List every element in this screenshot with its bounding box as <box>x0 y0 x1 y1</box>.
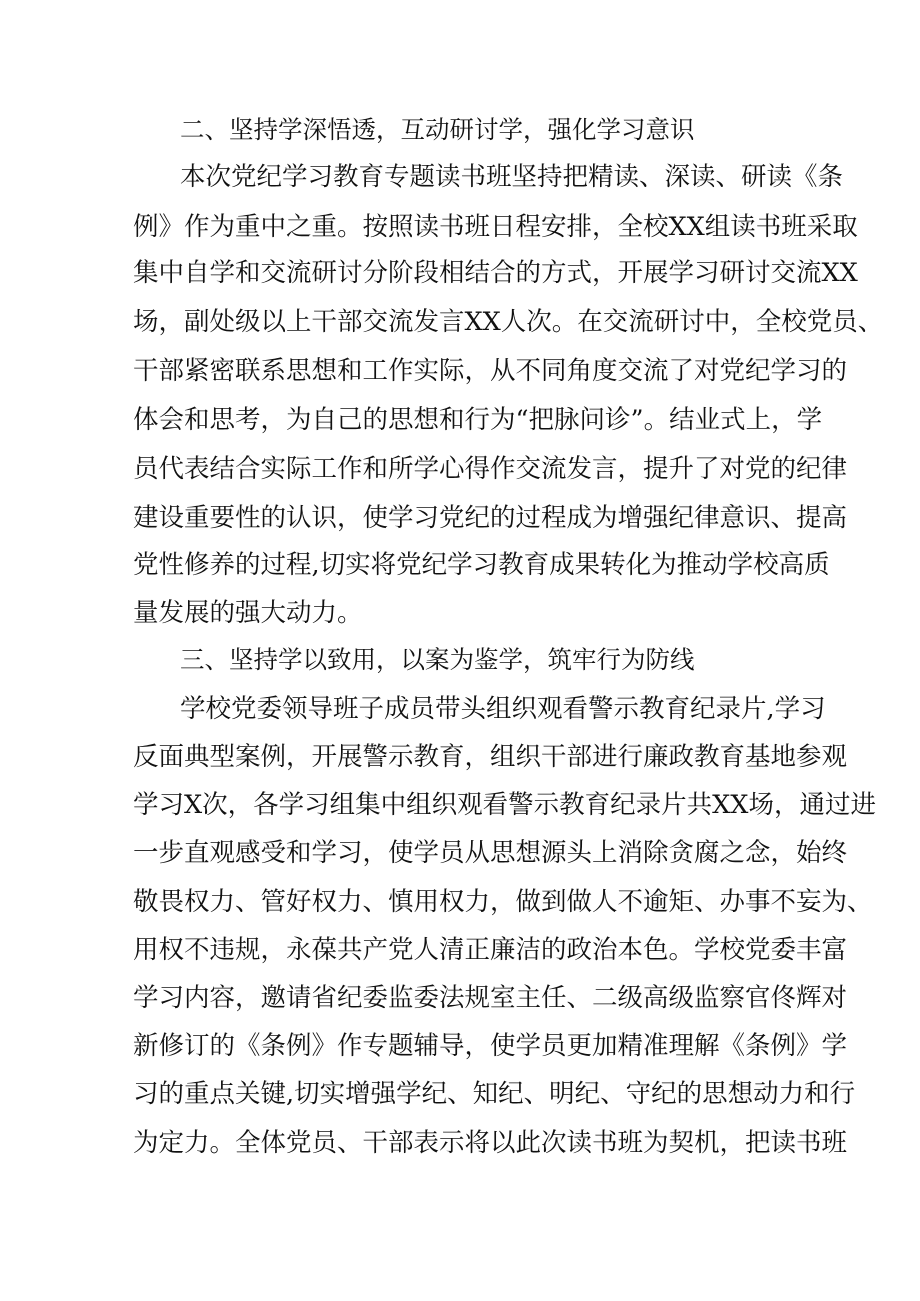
paragraph-line: 体会和思考，为自己的思想和行为“把脉问诊”。结业式上，学 <box>133 405 823 435</box>
paragraph-line: 习的重点关键,切实增强学纪、知纪、明纪、守纪的思想动力和行 <box>133 1079 856 1109</box>
paragraph-line: 集中自学和交流研讨分阶段相结合的方式，开展学习研讨交流XX <box>133 258 858 288</box>
paragraph-line: 量发展的强大动力。 <box>133 598 363 628</box>
paragraph-line: 反面典型案例，开展警示教育，组织干部进行廉政教育基地参观 <box>133 742 848 772</box>
section-heading-3: 三、坚持学以致用，以案为鉴学，筑牢行为防线 <box>180 645 695 674</box>
paragraph-line: 一步直观感受和学习，使学员从思想源头上消除贪腐之念，始终 <box>133 838 848 868</box>
section-heading-2: 二、坚持学深悟透，互动研讨学，强化学习意识 <box>180 115 695 144</box>
paragraph-line: 学习X次，各学习组集中组织观看警示教育纪录片共XX场，通过进 <box>133 790 876 820</box>
paragraph-line: 例》作为重中之重。按照读书班日程安排，全校XX组读书班采取 <box>133 212 858 242</box>
paragraph-line: 党性修养的过程,切实将党纪学习教育成果转化为推动学校高质 <box>133 550 830 580</box>
paragraph-line: 干部紧密联系思想和工作实际，从不同角度交流了对党纪学习的 <box>133 356 848 386</box>
paragraph-line: 新修订的《条例》作专题辅导，使学员更加精准理解《条例》学 <box>133 1031 848 1061</box>
paragraph-line: 建设重要性的认识，使学习党纪的过程成为增强纪律意识、提高 <box>133 503 848 533</box>
paragraph-line: 为定力。全体党员、干部表示将以此次读书班为契机，把读书班 <box>133 1128 848 1158</box>
paragraph-line: 敬畏权力、管好权力、慎用权力，做到做人不逾矩、办事不妄为、 <box>133 887 873 917</box>
paragraph-line: 场，副处级以上干部交流发言XX人次。在交流研讨中，全校党员、 <box>133 307 884 337</box>
paragraph-line: 学校党委领导班子成员带头组织观看警示教育纪录片,学习 <box>180 694 826 724</box>
paragraph-line: 本次党纪学习教育专题读书班坚持把精读、深读、研读《条 <box>180 162 844 192</box>
paragraph-line: 用权不违规，永葆共产党人清正廉洁的政治本色。学校党委丰富 <box>133 935 848 965</box>
paragraph-line: 学习内容，邀请省纪委监委法规室主任、二级高级监察官佟辉对 <box>133 983 848 1013</box>
paragraph-line: 员代表结合实际工作和所学心得作交流发言，提升了对党的纪律 <box>133 454 848 484</box>
